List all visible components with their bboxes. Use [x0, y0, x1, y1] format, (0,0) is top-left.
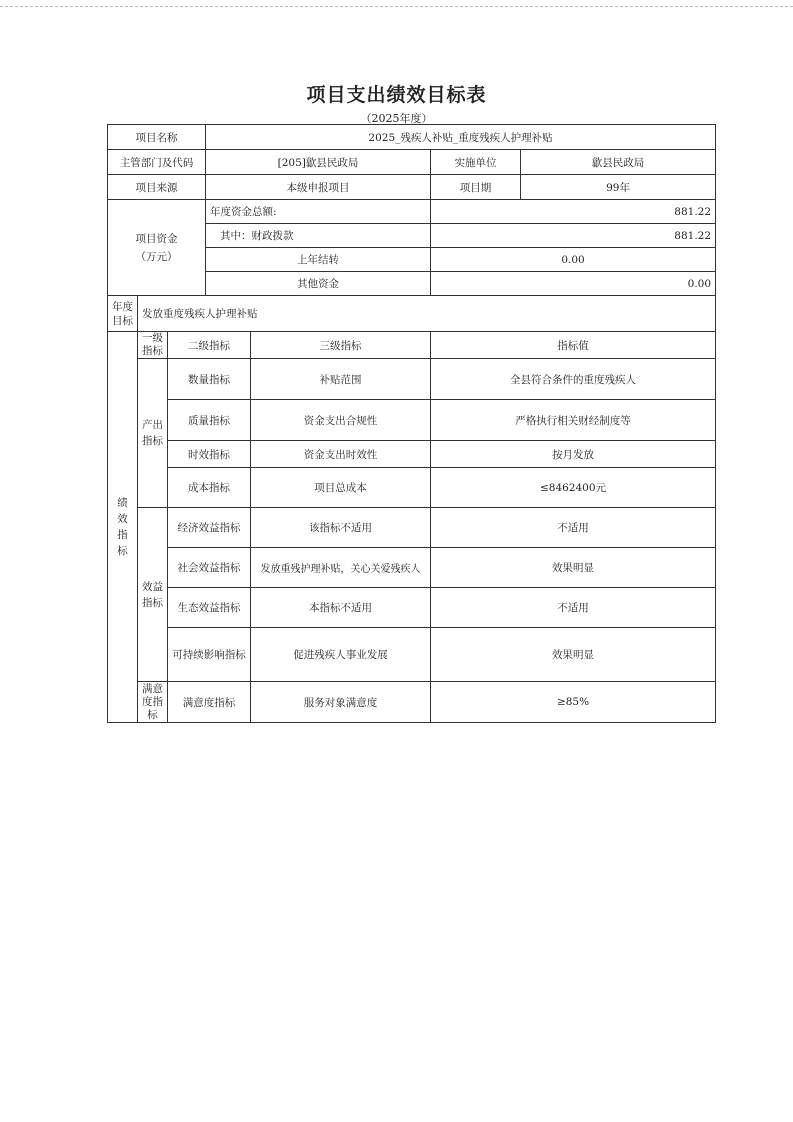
- funds-total-value: 881.22: [431, 200, 716, 224]
- satisfaction-level3: 服务对象满意度: [251, 682, 431, 723]
- row-benefit-social: [108, 548, 716, 588]
- row-output-quality: [108, 400, 716, 441]
- row-project-name: [108, 125, 716, 150]
- output-level3: 项目总成本: [251, 468, 431, 508]
- row-annual-goal: [108, 296, 716, 332]
- benefit-level3: 发放重残护理补贴，关心关爱残疾人: [251, 548, 431, 588]
- period-value: 99年: [521, 175, 716, 200]
- impl-label: 实施单位: [431, 150, 521, 175]
- performance-target-table: [107, 124, 716, 723]
- source-value: 本级申报项目: [206, 175, 431, 200]
- benefit-value: 效果明显: [431, 548, 716, 588]
- output-level3: 资金支出时效性: [251, 441, 431, 468]
- impl-value: 歙县民政局: [521, 150, 716, 175]
- funds-other-value: 0.00: [431, 272, 716, 296]
- row-output-quantity: [108, 359, 716, 400]
- benefit-value: 效果明显: [431, 628, 716, 682]
- header-value: 指标值: [431, 332, 716, 359]
- output-value: 全县符合条件的重度残疾人: [431, 359, 716, 400]
- project-name-value: 2025_残疾人补贴_重度残疾人护理补贴: [206, 125, 716, 150]
- header-level3: 三级指标: [251, 332, 431, 359]
- scan-edge-line: [0, 6, 793, 7]
- row-funds-total: [108, 200, 716, 224]
- row-output-cost: [108, 468, 716, 508]
- source-label: 项目来源: [108, 175, 206, 200]
- annual-goal-label: 年度 目标: [108, 296, 138, 332]
- funds-carryover-label: 上年结转: [206, 248, 431, 272]
- output-level2: 质量指标: [168, 400, 251, 441]
- output-value: ≤8462400元: [431, 468, 716, 508]
- funds-fiscal-label: 其中：财政拨款: [206, 224, 431, 248]
- benefit-level2: 可持续影响指标: [168, 628, 251, 682]
- row-source: [108, 175, 716, 200]
- benefit-level2: 社会效益指标: [168, 548, 251, 588]
- row-benefit-economic: [108, 508, 716, 548]
- output-level2: 时效指标: [168, 441, 251, 468]
- benefit-level3: 促进残疾人事业发展: [251, 628, 431, 682]
- benefit-label: 效益 指标: [138, 508, 168, 682]
- dept-value: [205]歙县民政局: [206, 150, 431, 175]
- row-benefit-ecological: [108, 588, 716, 628]
- satisfaction-value: ≥85%: [431, 682, 716, 723]
- period-label: 项目期: [431, 175, 521, 200]
- funds-fiscal-value: 881.22: [431, 224, 716, 248]
- funds-total-label: 年度资金总额:: [206, 200, 431, 224]
- funds-carryover-value: 0.00: [431, 248, 716, 272]
- output-label: 产出 指标: [138, 359, 168, 508]
- funds-other-label: 其他资金: [206, 272, 431, 296]
- funds-label: 项目资金 （万元）: [108, 200, 206, 296]
- row-benefit-sustainable: [108, 628, 716, 682]
- benefit-level2: 生态效益指标: [168, 588, 251, 628]
- benefit-level3: 该指标不适用: [251, 508, 431, 548]
- output-value: 按月发放: [431, 441, 716, 468]
- benefit-level2: 经济效益指标: [168, 508, 251, 548]
- project-name-label: 项目名称: [108, 125, 206, 150]
- header-level1: 一级 指标: [138, 332, 168, 359]
- header-level2: 二级指标: [168, 332, 251, 359]
- satisfaction-label: 满意 度指 标: [138, 682, 168, 723]
- page-title: 项目支出绩效目标表: [306, 84, 487, 106]
- performance-label: 绩 效 指 标: [108, 332, 138, 723]
- annual-goal-value: 发放重度残疾人护理补贴: [138, 296, 716, 332]
- benefit-value: 不适用: [431, 508, 716, 548]
- benefit-level3: 本指标不适用: [251, 588, 431, 628]
- row-dept: [108, 150, 716, 175]
- output-level2: 数量指标: [168, 359, 251, 400]
- row-satisfaction: [108, 682, 716, 723]
- year-subtitle: （2025年度）: [360, 112, 433, 125]
- output-level2: 成本指标: [168, 468, 251, 508]
- row-output-timeliness: [108, 441, 716, 468]
- output-value: 严格执行相关财经制度等: [431, 400, 716, 441]
- output-level3: 补贴范围: [251, 359, 431, 400]
- benefit-value: 不适用: [431, 588, 716, 628]
- dept-label: 主管部门及代码: [108, 150, 206, 175]
- row-indicator-headers: [108, 332, 716, 359]
- output-level3: 资金支出合规性: [251, 400, 431, 441]
- satisfaction-level2: 满意度指标: [168, 682, 251, 723]
